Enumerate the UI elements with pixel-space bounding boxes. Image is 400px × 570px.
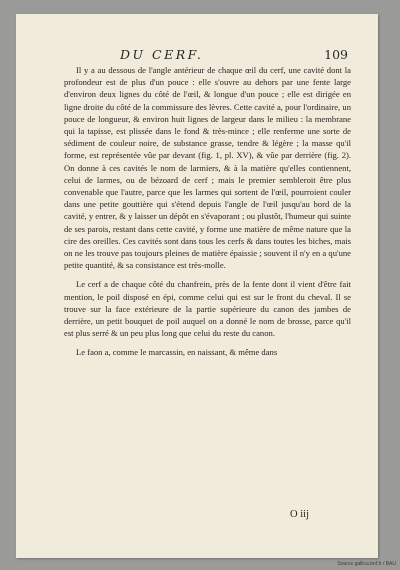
page-number: 109 [324,47,348,62]
paragraph: Le cerf a de chaque côté du chanfrein, près de la fente dont il vient d'être fait mention, le poil disposé en épi, comme celui qui est sur le front du cheval. Il se trouve sur la face extérieure de la partie supérieure du canon des jambes de derrière, un petit bouquet de poil auquel on a donné le nom de brosse, parce qu'il est plus serré & un peu plus long que celui du reste du canon. [64,279,351,339]
running-head: DU CERF. [120,47,204,62]
signature-mark: O iij [290,509,309,520]
page-body [64,64,351,366]
source-credit: Source gallica.bnf.fr / BAU [337,561,396,567]
paragraph: Le faon a, comme le marcassin, en naissant, & même dans [76,347,278,358]
signature-row [64,509,351,520]
paragraph: Il y a au dessous de l'angle antérieur de chaque œil du cerf, une cavité dont la profondeur est de plus d'un pouce : elle s'ouvre au dehors par une fente large d'environ deux lignes du côté de l'œil, & longue d'un pouce ; elle est dirigée en ligne droite du côté de la commissure des lèvres. Cette cavité a, pour l'ordinaire, un pouce de longueur, & environ huit lignes de largeur dans le milieu : la membrane qui la tapisse, est plissée dans le fond & très-mince ; elle renferme une sorte de sédiment de couleur noire, de substance grasse, tendre & légère ; la masse qu'il forme, est représentée vûe par devant (fig. 1, pl. XV), & vûe par derrière (fig. 2). On donne à ces cavités le nom de larmiers, & à la matière qu'elles contiennent, celui de larmes, ou de bézoard de cerf ; mais le premier sembleroit être plus convenable que l'autre, parce que les larmes qui sortent de l'œil, pourroient couler dans une petite gouttière qui s'étend depuis l'angle de l'œil jusqu'au bord de la cavité, y entrer, & y laisser un dépôt en s'évaporant ; ou plustôt, l'humeur qui suinte de ses parois, restant dans cette cavité, y forme une matière de même nature que la cire des oreilles. Ces cavités sont dans tous les cerfs & dans toutes les biches, mais on ne les trouve pas toujours pleines de matière épaissie ; souvent il n'y en a qu'une petite quantité, & sa consistance est très-molle. [64,65,351,271]
book-page [16,14,378,558]
page-header [100,47,348,62]
